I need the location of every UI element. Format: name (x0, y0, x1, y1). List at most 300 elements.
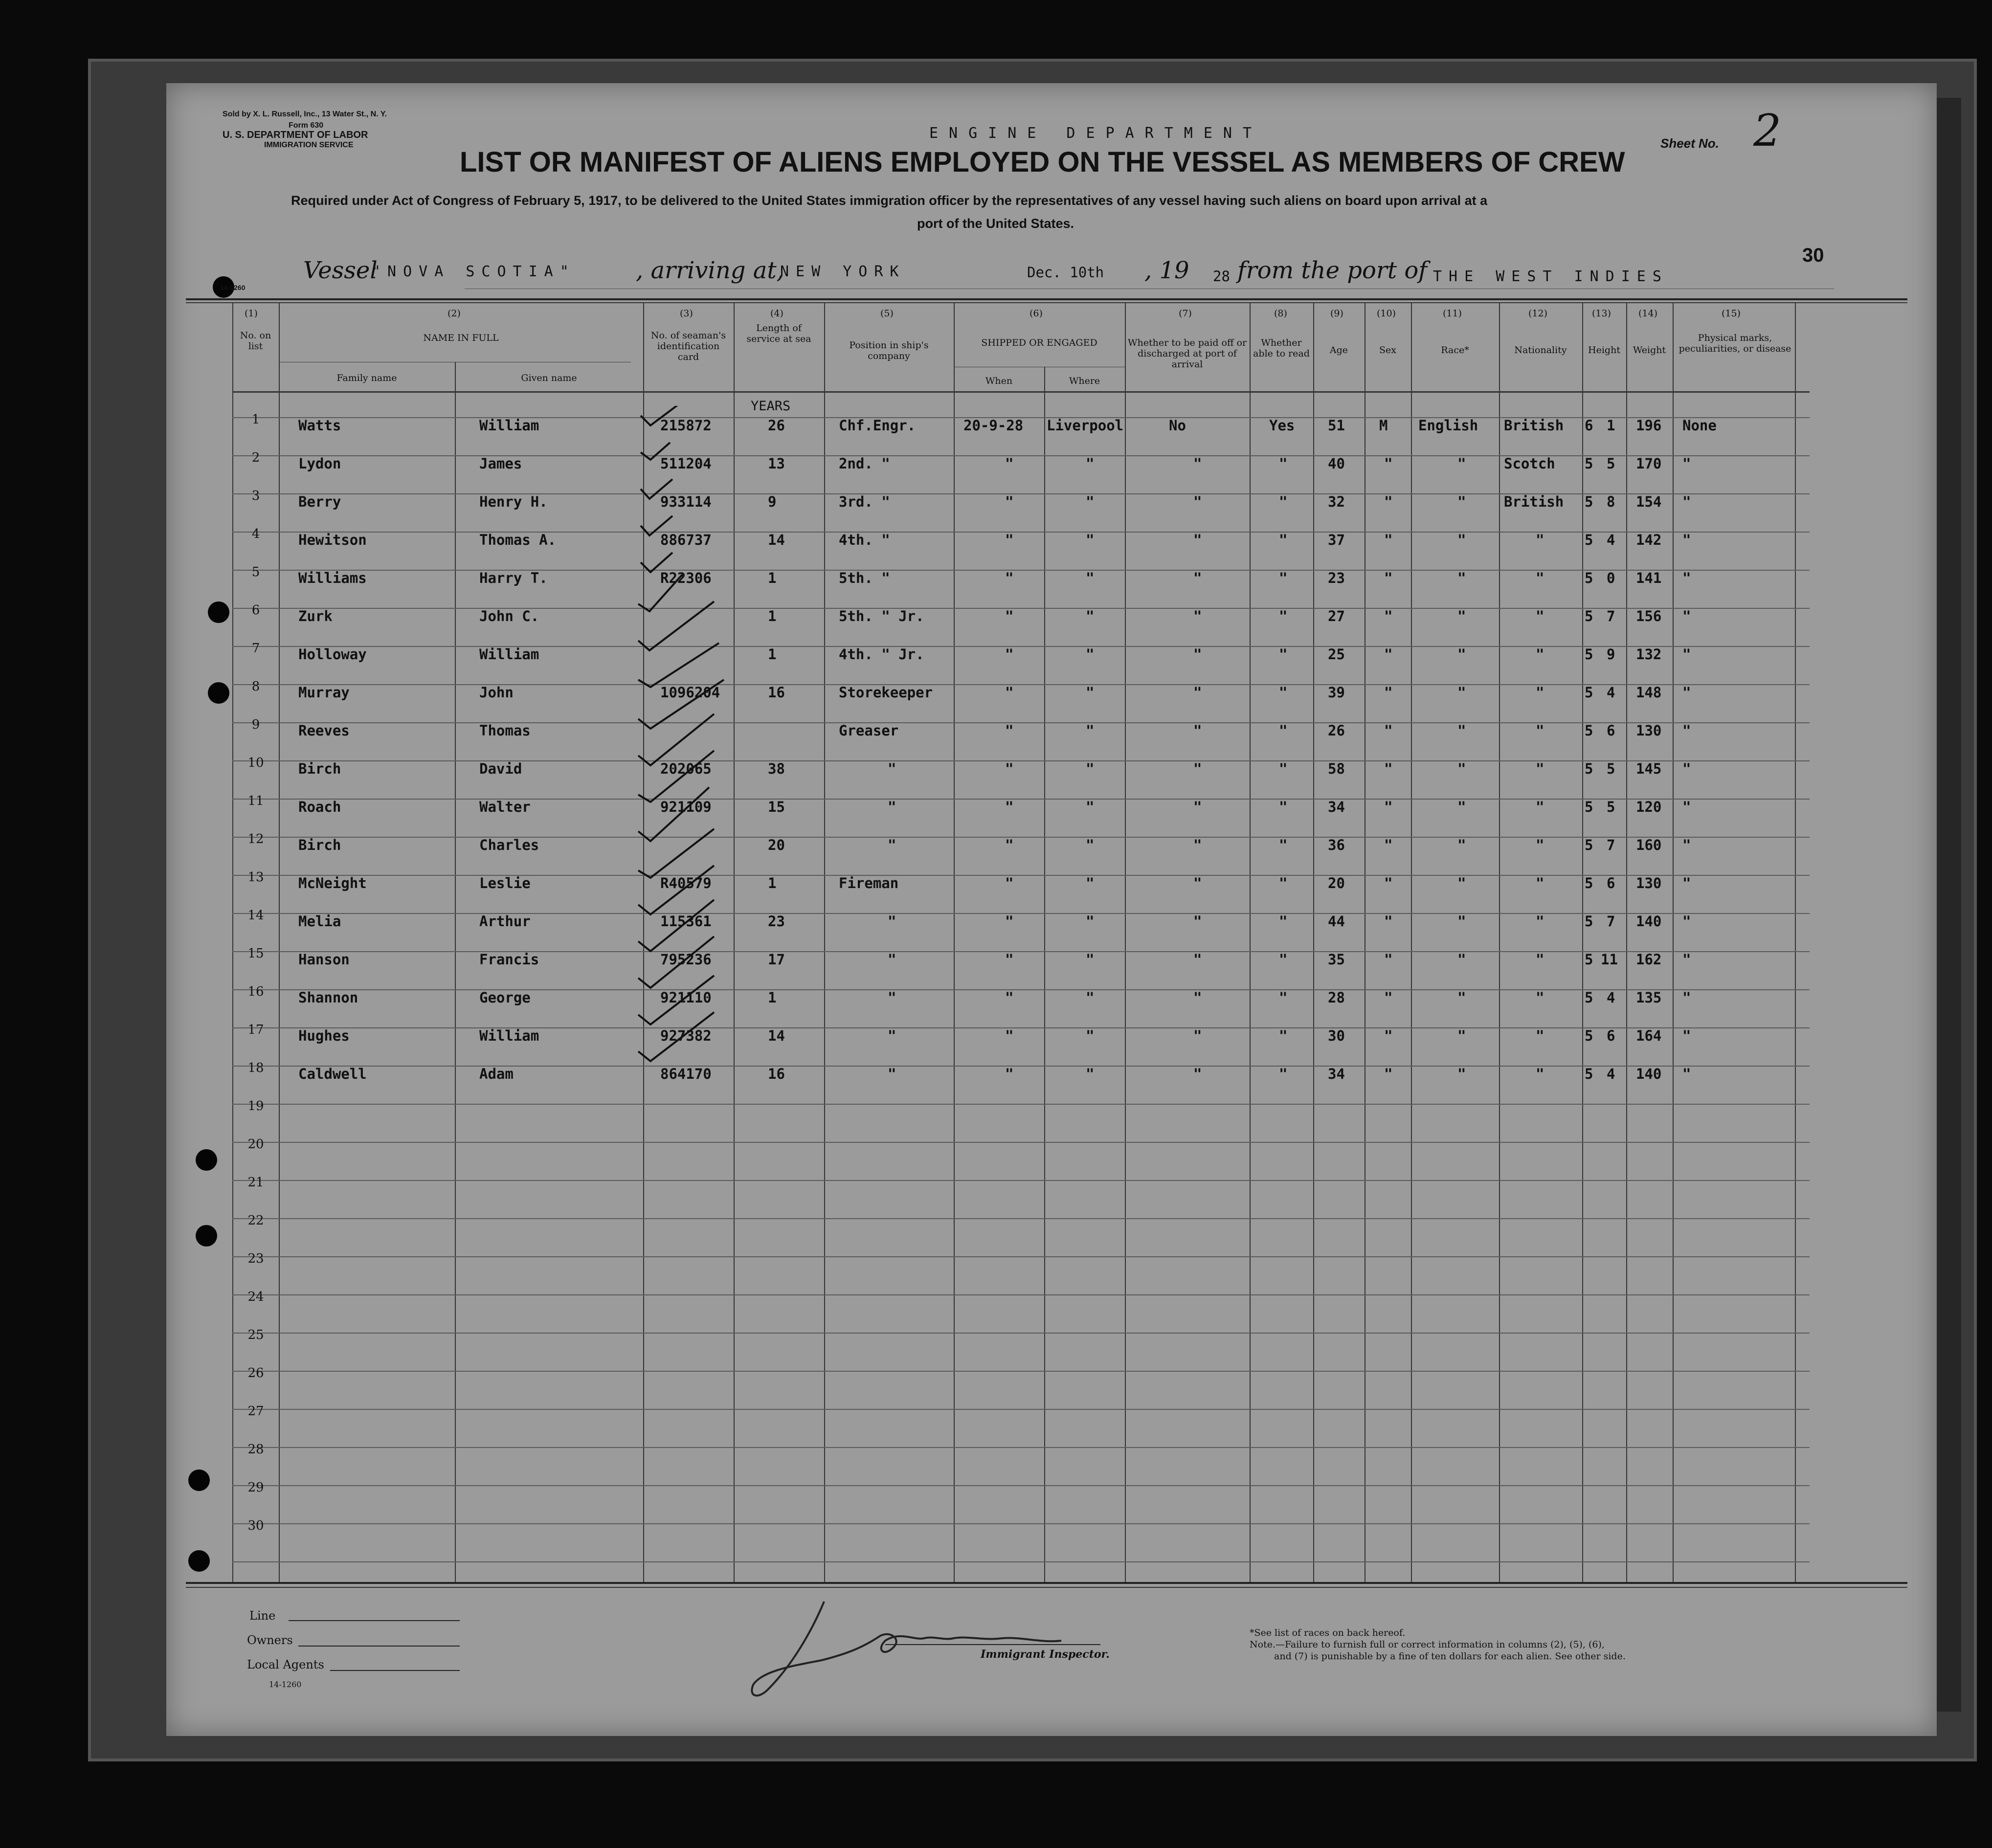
punch-hole (208, 682, 229, 704)
cell-read: " (1279, 493, 1288, 510)
cell-family: Lydon (298, 455, 341, 472)
row-rule (232, 837, 1810, 838)
cell-family: Caldwell (298, 1066, 367, 1082)
row-number: 8 (251, 679, 260, 694)
local-agents-label: Local Agents (247, 1658, 324, 1671)
cell-where: " (1086, 455, 1095, 472)
row-number: 24 (247, 1290, 264, 1304)
cell-paid: " (1193, 493, 1202, 510)
cell-when: " (1005, 951, 1014, 968)
cell-race: " (1457, 608, 1466, 624)
cell-hft: 5 (1585, 989, 1593, 1006)
cell-sex: " (1384, 760, 1393, 777)
cell-when: " (1005, 913, 1014, 930)
cell-when: " (1005, 1066, 1014, 1082)
cell-nat: " (1536, 532, 1544, 548)
cell-age: 36 (1328, 837, 1345, 853)
cell-position: 4th. " (839, 532, 890, 548)
cell-paid: " (1193, 799, 1202, 815)
cell-hin: 6 (1607, 722, 1615, 739)
vessel-name: "NOVA SCOTIA" (372, 263, 576, 280)
cell-race: " (1457, 989, 1466, 1006)
col-num-3: (3) (680, 308, 693, 319)
cell-race: " (1457, 1027, 1466, 1044)
cell-sex: " (1384, 455, 1393, 472)
cell-card: R40579 (660, 875, 712, 891)
cell-when: " (1005, 799, 1014, 815)
row-number: 13 (247, 870, 264, 885)
cell-family: Berry (298, 493, 341, 510)
row-rule (232, 722, 1810, 723)
cell-weight: 156 (1636, 608, 1662, 624)
cell-hft: 5 (1585, 646, 1593, 663)
cell-hin: 6 (1607, 875, 1615, 891)
cell-race: " (1457, 837, 1466, 853)
cell-when: " (1005, 722, 1014, 739)
cell-when: " (1005, 989, 1014, 1006)
cell-when: " (1005, 608, 1014, 624)
cell-weight: 141 (1636, 570, 1662, 586)
row-number: 6 (251, 603, 260, 618)
printer-line: Sold by X. L. Russell, Inc., 13 Water St., N. Y. (223, 110, 387, 118)
cell-nat: " (1536, 837, 1544, 853)
row-rule (232, 1333, 1810, 1334)
cell-paid: " (1193, 760, 1202, 777)
cell-weight: 160 (1636, 837, 1662, 853)
row-number: 11 (247, 794, 264, 808)
cell-nat: British (1504, 417, 1564, 434)
header-able-to-read: Whether able to read (1253, 337, 1310, 359)
cell-marks: " (1682, 455, 1691, 472)
cell-given: John C. (479, 608, 539, 624)
form-code-top: 14-1260 (220, 284, 246, 291)
row-rule (232, 989, 1810, 990)
cell-where: " (1086, 570, 1095, 586)
cell-sex: " (1384, 532, 1393, 548)
header-id-card: No. of seaman's identification card (650, 330, 726, 362)
cell-where: " (1086, 989, 1095, 1006)
cell-years: 15 (768, 799, 785, 815)
cell-marks: " (1682, 608, 1691, 624)
cell-sex: " (1384, 875, 1393, 891)
statute-line-1: Required under Act of Congress of February 5, 1917, to be delivered to the United States immigration officer by the representatives of any vessel having such aliens on board upon arrival at a (291, 193, 1488, 208)
cell-marks: " (1682, 837, 1691, 853)
cell-weight: 196 (1636, 417, 1662, 434)
cell-hin: 7 (1607, 608, 1615, 624)
col-num-2: (2) (448, 308, 461, 319)
row-rule (232, 608, 1810, 609)
cell-nat: " (1536, 1027, 1544, 1044)
cell-when: " (1005, 646, 1014, 663)
cell-card: 115361 (660, 913, 712, 930)
row-rule (232, 1447, 1810, 1448)
cell-age: 40 (1328, 455, 1345, 472)
cell-marks: " (1682, 532, 1691, 548)
cell-where: " (1086, 646, 1095, 663)
row-rule (232, 1180, 1810, 1181)
cell-marks: None (1682, 417, 1717, 434)
cell-age: 30 (1328, 1027, 1345, 1044)
cell-hft: 5 (1585, 760, 1593, 777)
cell-marks: " (1682, 493, 1691, 510)
check-marks (636, 406, 734, 1188)
header-length-service: Length of service at sea (746, 323, 811, 344)
cell-hin: 7 (1607, 837, 1615, 853)
cell-hin: 0 (1607, 570, 1615, 586)
cell-age: 51 (1328, 417, 1345, 434)
cell-hft: 5 (1585, 1027, 1593, 1044)
cell-where: " (1086, 951, 1095, 968)
cell-hft: 5 (1585, 722, 1593, 739)
cell-sex: " (1384, 1027, 1393, 1044)
cell-nat: " (1536, 913, 1544, 930)
cell-weight: 135 (1636, 989, 1662, 1006)
cell-marks: " (1682, 1066, 1691, 1082)
cell-years: 16 (768, 1066, 785, 1082)
cell-card: 1096204 (660, 684, 720, 701)
row-number: 5 (251, 565, 260, 579)
cell-given: Harry T. (479, 570, 548, 586)
row-number: 28 (247, 1442, 264, 1457)
agency-name: U. S. DEPARTMENT OF LABOR (223, 130, 368, 140)
cell-hft: 5 (1585, 913, 1593, 930)
cell-when: " (1005, 493, 1014, 510)
col-num-8: (8) (1274, 308, 1287, 319)
cell-weight: 132 (1636, 646, 1662, 663)
col-num-5: (5) (880, 308, 894, 319)
cell-age: 27 (1328, 608, 1345, 624)
cell-marks: " (1682, 684, 1691, 701)
row-number: 1 (251, 412, 260, 427)
cell-race: " (1457, 532, 1466, 548)
row-rule (232, 799, 1810, 800)
cell-race: " (1457, 799, 1466, 815)
cell-race: " (1457, 455, 1466, 472)
row-rule (232, 684, 1810, 685)
cell-card: 886737 (660, 532, 712, 548)
page-title: LIST OR MANIFEST OF ALIENS EMPLOYED ON THE VESSEL AS MEMBERS OF CREW (460, 146, 1625, 178)
cell-where: Liverpool (1047, 417, 1124, 434)
cell-read: " (1279, 722, 1288, 739)
cell-family: McNeight (298, 875, 367, 891)
cell-years: 1 (768, 608, 777, 624)
races-note: *See list of races on back hereof. (1250, 1627, 1406, 1638)
cell-hin: 7 (1607, 913, 1615, 930)
cell-position: " (888, 760, 896, 777)
penalty-note-1: Note.—Failure to furnish full or correct information in columns (2), (5), (6), (1250, 1639, 1605, 1650)
header-height: Height (1588, 345, 1620, 356)
cell-years: 9 (768, 493, 777, 510)
row-rule (232, 1142, 1810, 1143)
cell-position: 5th. " Jr. (839, 608, 924, 624)
cell-card: 215872 (660, 417, 712, 434)
col-num-15: (15) (1722, 308, 1741, 319)
cell-marks: " (1682, 1027, 1691, 1044)
header-paid-off: Whether to be paid off or discharged at port of arrival (1127, 337, 1247, 370)
punch-hole (196, 1225, 217, 1247)
cell-years: 23 (768, 913, 785, 930)
row-number: 22 (247, 1213, 264, 1228)
row-rule (232, 875, 1810, 876)
cell-family: Zurk (298, 608, 333, 624)
cell-where: " (1086, 875, 1095, 891)
cell-read: " (1279, 1066, 1288, 1082)
cell-where: " (1086, 799, 1095, 815)
cell-sex: " (1384, 951, 1393, 968)
cell-hft: 5 (1585, 837, 1593, 853)
row-rule (232, 455, 1810, 456)
col-num-6: (6) (1030, 308, 1043, 319)
header-family-name: Family name (336, 373, 397, 383)
arriving-port: NEW YORK (780, 263, 906, 280)
cell-position: Storekeeper (839, 684, 933, 701)
cell-sex: " (1384, 684, 1393, 701)
cell-weight: 170 (1636, 455, 1662, 472)
cell-nat: " (1536, 951, 1544, 968)
cell-where: " (1086, 493, 1095, 510)
cell-years: 16 (768, 684, 785, 701)
cell-where: " (1086, 1027, 1095, 1044)
cell-family: Watts (298, 417, 341, 434)
cell-family: Birch (298, 760, 341, 777)
cell-given: Thomas (479, 722, 531, 739)
cell-years: 14 (768, 532, 785, 548)
cell-given: Leslie (479, 875, 531, 891)
cell-when: " (1005, 684, 1014, 701)
cell-years: 1 (768, 875, 777, 891)
col-num-7: (7) (1179, 308, 1192, 319)
cell-weight: 164 (1636, 1027, 1662, 1044)
cell-position: Fireman (839, 875, 899, 891)
cell-position: " (888, 1027, 896, 1044)
cell-age: 35 (1328, 951, 1345, 968)
cell-given: William (479, 417, 539, 434)
cell-age: 23 (1328, 570, 1345, 586)
header-where: Where (1069, 376, 1100, 386)
cell-age: 44 (1328, 913, 1345, 930)
cell-where: " (1086, 532, 1095, 548)
cell-nat: " (1536, 760, 1544, 777)
vessel-label: Vessel (303, 257, 378, 284)
cell-age: 25 (1328, 646, 1345, 663)
cell-hft: 5 (1585, 570, 1593, 586)
cell-marks: " (1682, 989, 1691, 1006)
cell-read: Yes (1269, 417, 1295, 434)
cell-read: " (1279, 684, 1288, 701)
cell-hin: 5 (1607, 455, 1615, 472)
col-num-14: (14) (1638, 308, 1658, 319)
col-num-1: (1) (245, 308, 258, 319)
cell-hft: 5 (1585, 951, 1593, 968)
row-rule (232, 913, 1810, 914)
cell-sex: " (1384, 799, 1393, 815)
cell-sex: " (1384, 913, 1393, 930)
cell-read: " (1279, 1027, 1288, 1044)
cell-paid: " (1193, 1066, 1202, 1082)
header-physical-marks: Physical marks, peculiarities, or disease (1679, 333, 1791, 354)
row-rule (232, 1066, 1810, 1067)
cell-sex: M (1379, 417, 1388, 434)
cell-card: 864170 (660, 1066, 712, 1082)
header-given-name: Given name (521, 373, 577, 383)
cell-age: 20 (1328, 875, 1345, 891)
cell-marks: " (1682, 646, 1691, 663)
footer-form-code: 14-1260 (269, 1680, 302, 1689)
cell-race: " (1457, 684, 1466, 701)
cell-years: 26 (768, 417, 785, 434)
row-rule (232, 951, 1810, 952)
row-number: 17 (247, 1023, 264, 1037)
cell-marks: " (1682, 799, 1691, 815)
cell-where: " (1086, 684, 1095, 701)
form-number: Form 630 (289, 121, 324, 130)
cell-weight: 120 (1636, 799, 1662, 815)
cell-race: " (1457, 875, 1466, 891)
cell-hft: 5 (1585, 684, 1593, 701)
cell-paid: " (1193, 608, 1202, 624)
row-number: 7 (251, 641, 260, 656)
cell-given: John (479, 684, 514, 701)
row-number: 2 (251, 450, 260, 465)
cell-hft: 5 (1585, 455, 1593, 472)
arriving-label: , arriving at, (636, 257, 784, 284)
cell-card: 933114 (660, 493, 712, 510)
cell-given: Charles (479, 837, 539, 853)
cell-hin: 4 (1607, 989, 1615, 1006)
cell-nat: " (1536, 875, 1544, 891)
cell-weight: 148 (1636, 684, 1662, 701)
cell-weight: 145 (1636, 760, 1662, 777)
cell-years: 17 (768, 951, 785, 968)
col-num-4: (4) (770, 308, 783, 319)
cell-given: David (479, 760, 522, 777)
cell-years: 1 (768, 646, 777, 663)
cell-read: " (1279, 455, 1288, 472)
cell-hin: 1 (1607, 417, 1615, 434)
row-number: 30 (247, 1518, 264, 1533)
cell-hin: 4 (1607, 1066, 1615, 1082)
col-num-11: (11) (1443, 308, 1462, 319)
row-rule (232, 1371, 1810, 1372)
cell-paid: " (1193, 570, 1202, 586)
cell-hft: 5 (1585, 532, 1593, 548)
year-suffix: 28 (1213, 268, 1230, 285)
cell-read: " (1279, 799, 1288, 815)
row-number: 9 (251, 717, 260, 732)
cell-nat: " (1536, 646, 1544, 663)
cell-card: R22306 (660, 570, 712, 586)
row-number: 3 (251, 489, 260, 503)
cell-position: 5th. " (839, 570, 890, 586)
cell-race: " (1457, 722, 1466, 739)
cell-race: English (1418, 417, 1478, 434)
header-race: Race* (1441, 345, 1469, 356)
cell-hin: 5 (1607, 760, 1615, 777)
cell-hft: 5 (1585, 608, 1593, 624)
cell-family: Melia (298, 913, 341, 930)
cell-read: " (1279, 913, 1288, 930)
cell-read: " (1279, 608, 1288, 624)
row-number: 4 (251, 527, 260, 541)
row-number: 27 (247, 1404, 264, 1419)
cell-family: Hewitson (298, 532, 367, 548)
cell-when: " (1005, 1027, 1014, 1044)
col-num-13: (13) (1592, 308, 1612, 319)
cell-sex: " (1384, 837, 1393, 853)
manifest-sheet (166, 83, 1937, 1736)
cell-years: 1 (768, 989, 777, 1006)
year-label: , 19 (1144, 257, 1189, 284)
cell-where: " (1086, 1066, 1095, 1082)
table-bottom-rule (186, 1582, 1907, 1584)
cell-nat: " (1536, 722, 1544, 739)
line-label: Line (249, 1609, 276, 1623)
cell-years: 1 (768, 570, 777, 586)
cell-race: " (1457, 493, 1466, 510)
cell-sex: " (1384, 493, 1393, 510)
header-position: Position in ship's company (849, 340, 929, 361)
cell-card: 511204 (660, 455, 712, 472)
cell-weight: 130 (1636, 875, 1662, 891)
cell-years: 20 (768, 837, 785, 853)
cell-paid: " (1193, 455, 1202, 472)
cell-given: Walter (479, 799, 531, 815)
cell-hft: 5 (1585, 799, 1593, 815)
statute-line-2: port of the United States. (917, 216, 1074, 231)
cell-race: " (1457, 1066, 1466, 1082)
cell-family: Shannon (298, 989, 358, 1006)
cell-family: Birch (298, 837, 341, 853)
cell-hin: 8 (1607, 493, 1615, 510)
penalty-note-2: and (7) is punishable by a fine of ten dollars for each alien. See other side. (1274, 1651, 1626, 1662)
cell-family: Holloway (298, 646, 367, 663)
row-rule (232, 1104, 1810, 1105)
cell-card: 795236 (660, 951, 712, 968)
punch-hole (196, 1149, 217, 1171)
cell-race: " (1457, 760, 1466, 777)
department-heading: ENGINE DEPARTMENT (929, 125, 1263, 142)
cell-read: " (1279, 532, 1288, 548)
row-rule (232, 1561, 1810, 1562)
row-number: 15 (247, 946, 264, 961)
cell-family: Williams (298, 570, 367, 586)
cell-position: " (888, 837, 896, 853)
punch-hole (208, 601, 229, 623)
cell-paid: " (1193, 875, 1202, 891)
cell-paid: No (1169, 417, 1186, 434)
cell-family: Reeves (298, 722, 350, 739)
sheet-number-label: Sheet No. (1660, 136, 1719, 151)
cell-nat: " (1536, 608, 1544, 624)
cell-paid: " (1193, 837, 1202, 853)
cell-marks: " (1682, 951, 1691, 968)
cell-weight: 140 (1636, 1066, 1662, 1082)
cell-when: " (1005, 875, 1014, 891)
cell-given: Henry H. (479, 493, 548, 510)
cell-hft: 5 (1585, 1066, 1593, 1082)
cell-given: Francis (479, 951, 539, 968)
cell-when: " (1005, 837, 1014, 853)
cell-given: George (479, 989, 531, 1006)
cell-position: " (888, 913, 896, 930)
cell-weight: 142 (1636, 532, 1662, 548)
cell-sex: " (1384, 1066, 1393, 1082)
cell-position: " (888, 989, 896, 1006)
cell-hin: 6 (1607, 1027, 1615, 1044)
row-number: 10 (247, 756, 264, 770)
cell-read: " (1279, 837, 1288, 853)
row-rule (232, 1218, 1810, 1219)
